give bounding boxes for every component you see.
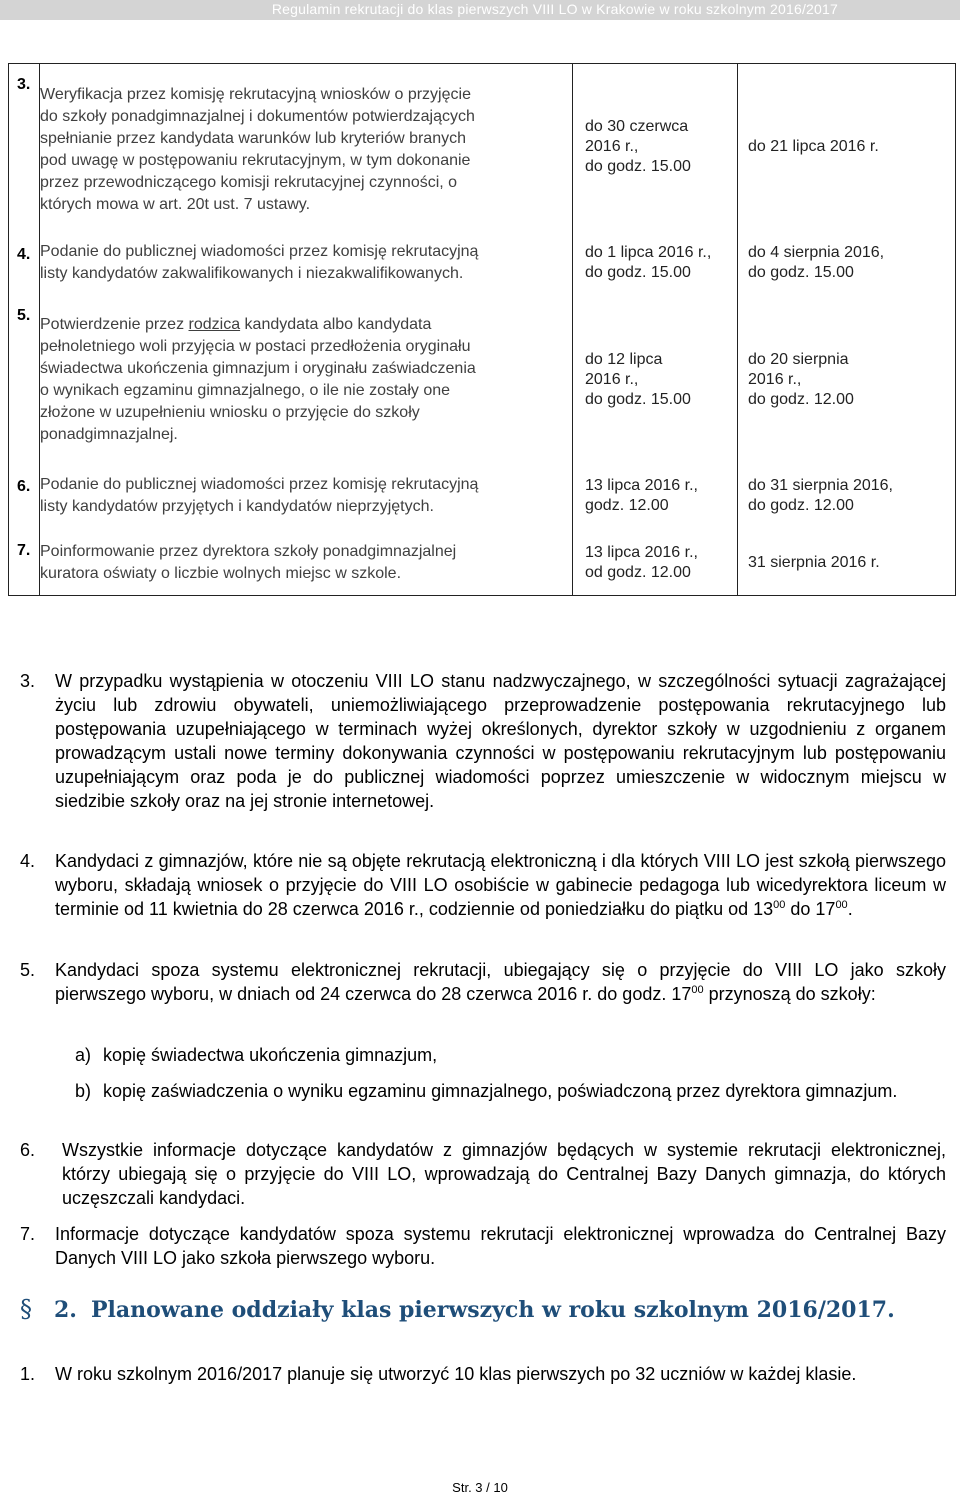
row-date-supplementary: do 21 lipca 2016 r. — [748, 137, 879, 155]
section-number: 2. — [54, 1297, 77, 1323]
list-letter: b) — [75, 1081, 92, 1101]
section-heading — [20, 1295, 895, 1323]
row-description: Potwierdzenie przez rodzica kandydata albo kandydata pełnoletniego woli przyjęcia w postaci przedłożenia oryginału świadectwa ukończenia gimnazjum i oryginału zaświadczenia o wynikach egzaminu gimnazjalnego, o ile nie zostały one złożone w uzupełnieniu wniosku o przyjęcie do szkoły ponadgimnazjalnej. — [40, 315, 476, 443]
page-header — [0, 0, 960, 20]
row-number: 5. — [17, 307, 31, 324]
row-description: Weryfikacja przez komisję rekrutacyjną wniosków o przyjęcie do szkoły ponadgimnazjalnej i dokumentów potwierdzających spełnianie przez kandydata warunków lub kryteriów branych pod uwagę w postępowaniu rekrutacyjnym, w tym dokonanie przez przewodniczącego komisji rekrutacyjnej czynności, o których mowa w art. 20t ust. 7 ustawy. — [40, 86, 475, 213]
paragraph-number: 6. — [20, 1140, 36, 1160]
section-2-paragraph-1 — [20, 1362, 946, 1386]
paragraph-text: Kandydaci spoza systemu elektronicznej rekrutacji, ubiegający się o przyjęcie do VIII LO jako szkoły pierwszego wyboru, w dniach od 24 czerwca do 28 czerwca 2016 r. do godz. $17^{00}$ przynoszą do szkoły: — [55, 960, 946, 1004]
row-description: Podanie do publicznej wiadomości przez komisję rekrutacyjną listy kandydatów zakwalifikowanych i niezakwalifikowanych. — [40, 243, 479, 282]
paragraph-number: 1. — [20, 1364, 36, 1384]
table-row — [9, 297, 956, 462]
paragraph-number: 3. — [20, 671, 36, 691]
row-number: 3. — [17, 76, 31, 93]
paragraph-text: Wszystkie informacje dotyczące kandydatów z gimnazjów będących w systemie rekrutacji elektronicznej, którzy ubiegają się o przyjęcie do VIII LO, wprowadzają do Centralnej Bazy Danych gimnazja, do których uczęszczali kandydaci. — [62, 1140, 946, 1208]
page-number: Str. 3 / 10 — [452, 1480, 508, 1495]
row-date-supplementary: 31 sierpnia 2016 r. — [748, 553, 880, 571]
row-number: 6. — [17, 478, 31, 495]
row-date-supplementary: do 4 sierpnia 2016, do godz. 15.00 — [748, 244, 885, 281]
paragraph-4 — [20, 849, 946, 921]
list-letter: a) — [75, 1045, 92, 1065]
paragraph-text: W przypadku wystąpienia w otoczeniu VIII LO stanu nadzwyczajnego, w szczególności sytuacji zagrażającej życiu lub zdrowiu obywateli, uniemożliwiającego przeprowadzenie postępowania rekrutacyjnego lub postępowania uzupełniającego w terminach wyżej określonych, dyrektor szkoły w uzgodnieniu z organem prowadzącym ustali nowe terminy dokonywania czynności w postępowaniu rekrutacyjnym lub postępowaniu uzupełniającym oraz poda je do publicznej wiadomości poprzez umieszczenie w widocznym miejscu w siedzibie szkoły oraz na jej stronie internetowej. — [55, 671, 946, 811]
underlined-word: rodzica — [188, 315, 241, 333]
paragraph-text: Informacje dotyczące kandydatów spoza systemu rekrutacji elektronicznej wprowadza do Centralnej Bazy Danych VIII LO jako szkoła pierwszego wyboru. — [55, 1224, 946, 1268]
paragraph-number: 4. — [20, 851, 36, 871]
row-description: Podanie do publicznej wiadomości przez komisję rekrutacyjną listy kandydatów przyjętych i kandydatów nieprzyjętych. — [40, 476, 479, 515]
row-date-recruitment: 13 lipca 2016 r., od godz. 12.00 — [585, 543, 698, 581]
section-mark-icon: § — [20, 1295, 32, 1323]
list-item — [75, 1043, 946, 1067]
table-row — [9, 530, 956, 596]
row-number: 7. — [17, 542, 31, 559]
paragraph-3 — [20, 669, 946, 813]
row-date-recruitment: do 30 czerwca 2016 r., do godz. 15.00 — [585, 117, 691, 175]
paragraph-text: W roku szkolnym 2016/2017 planuje się utworzyć 10 klas pierwszych po 32 uczniów w każdej klasie. — [55, 1364, 857, 1384]
table-row — [9, 462, 956, 530]
paragraph-6 — [20, 1138, 946, 1210]
list-text: kopię świadectwa ukończenia gimnazjum, — [103, 1045, 438, 1065]
paragraph-number: 5. — [20, 960, 36, 980]
table-row — [9, 229, 956, 297]
document-title: Regulamin rekrutacji do klas pierwszych VIII LO w Krakowie w roku szkolnym 2016/2017 — [271, 1, 838, 17]
row-description: Poinformowanie przez dyrektora szkoły ponadgimnazjalnej kuratora oświaty o liczbie wolnych miejsc w szkole. — [40, 542, 457, 582]
paragraph-5 — [20, 958, 946, 1006]
row-date-recruitment: do 12 lipca 2016 r., do godz. 15.00 — [585, 350, 691, 408]
list-text: kopię zaświadczenia o wyniku egzaminu gimnazjalnego, poświadczoną przez dyrektora gimnazjum. — [103, 1081, 898, 1101]
row-date-supplementary: do 31 sierpnia 2016, do godz. 12.00 — [748, 477, 893, 514]
table-row — [9, 64, 956, 230]
row-number: 4. — [17, 246, 31, 263]
row-date-supplementary: do 20 sierpnia 2016 r., do godz. 12.00 — [748, 350, 854, 408]
paragraph-text: Kandydaci z gimnazjów, które nie są objęte rekrutacją elektroniczną i dla których VIII LO jest szkołą pierwszego wyboru, składają wniosek o przyjęcie do VIII LO osobiście w gabinecie pedagoga lub wicedyrektora liceum w terminie od 11 kwietnia do 28 czerwca 2016 r., codziennie od poniedziałku do piątku od $13^{00}$ do $17^{00}$. — [55, 851, 946, 919]
paragraph-7 — [20, 1222, 946, 1270]
paragraph-number: 7. — [20, 1224, 36, 1244]
row-date-recruitment: do 1 lipca 2016 r., do godz. 15.00 — [585, 244, 712, 281]
schedule-table — [8, 63, 956, 596]
section-title: Planowane oddziały klas pierwszych w roku szkolnym 2016/2017. — [90, 1297, 895, 1323]
list-item — [75, 1079, 946, 1103]
row-date-recruitment: 13 lipca 2016 r., godz. 12.00 — [585, 477, 698, 514]
